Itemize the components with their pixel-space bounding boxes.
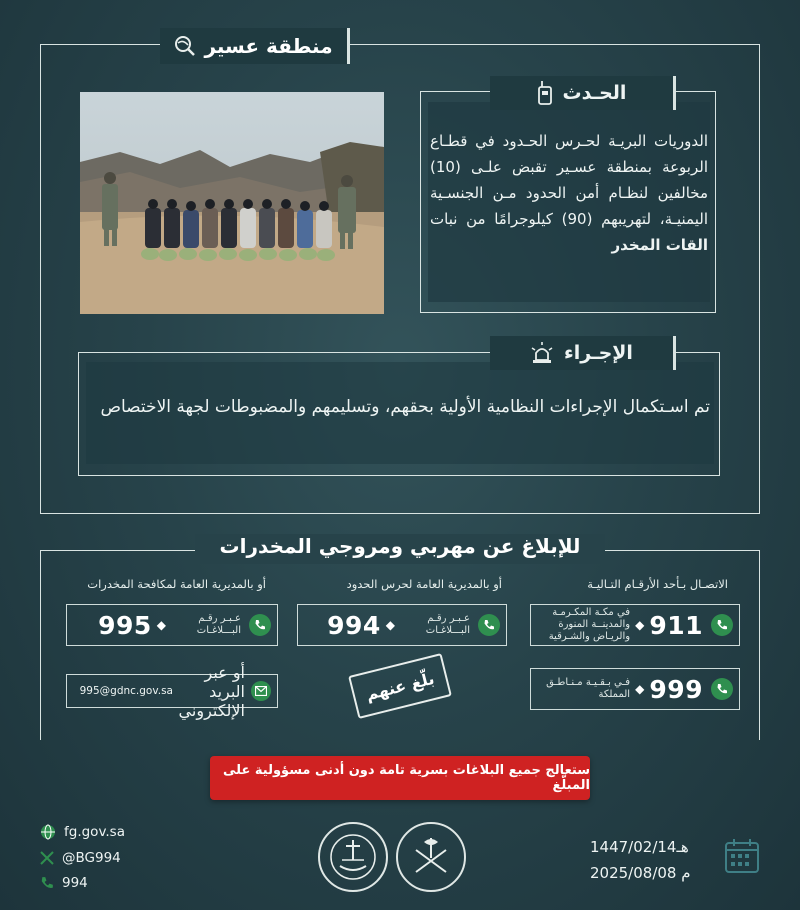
event-title: الحـدث (562, 82, 627, 104)
stamp-text: بلّغ عنهم (363, 668, 437, 704)
radio-icon (537, 81, 553, 105)
twitter-link[interactable] (40, 850, 121, 866)
email-label: أو عبر البريد الإلكتروني (178, 662, 245, 720)
email-address[interactable]: 995@gdnc.gov.sa (79, 685, 173, 697)
hotline-995-desc: عـبـر رقـم البـــلاغـات (196, 613, 241, 636)
incident-photo (80, 92, 384, 314)
hotline-995[interactable] (66, 604, 278, 646)
phone-link[interactable] (40, 875, 88, 891)
hotline-995-number: 995 (98, 610, 152, 640)
action-title: الإجـراء (564, 342, 633, 364)
siren-icon (530, 342, 554, 364)
phone-icon (249, 614, 271, 636)
hotline-994-desc: عـبـر رقـم البـــلاغـات (425, 613, 470, 636)
hotline-994-number: 994 (327, 610, 381, 640)
hotline-911-number: 911 (649, 610, 703, 640)
issue-dates (590, 834, 691, 886)
arrow-icon: ◆ (635, 682, 645, 696)
hotline-999[interactable] (530, 668, 740, 710)
website-text: fg.gov.sa (64, 824, 125, 840)
email-contact[interactable] (66, 662, 278, 720)
hotline-994[interactable] (297, 604, 507, 646)
region-title: منطقة عسير (204, 34, 333, 58)
phone-icon (711, 678, 733, 700)
gregorian-date: 2025/08/08 م (590, 864, 691, 882)
twitter-handle: @BG994 (62, 850, 121, 866)
phone-number: 994 (62, 875, 88, 891)
action-description: تم اسـتكمال الإجراءات النظامية الأولية بحقهم، وتسليمهم والمضبوطات لجهة الاختصاص (100, 397, 710, 417)
phone-icon (711, 614, 733, 636)
col-head-numbers: الاتصـال بـأحد الأرقـام التـاليـة (587, 577, 728, 591)
event-text-main: الدوريات البريـة لحـرس الحـدود في قطـاع الربوعة بمنطقة عسـير تقبض علـى (10) مخالفين لنظـام أمن الحدود مـن الجنسـية اليمنيـة، لتهريبهم (90) كيلوجرامًا من نبات (430, 132, 708, 228)
col-head-narcotics: أو بالمديرية العامة لمكافحة المخدرات (87, 577, 266, 591)
phone-icon (478, 614, 500, 636)
hijri-date: 1447/02/14هـ (590, 838, 689, 856)
hotline-999-desc: فـي بـقـيـة مـنـاطـق المملكة (546, 677, 631, 700)
col-head-border-guard: أو بالمديرية العامة لحرس الحدود (346, 577, 502, 591)
action-header (490, 336, 676, 370)
calendar-icon (724, 838, 760, 878)
arrow-icon: ◆ (635, 618, 645, 632)
region-header (160, 28, 350, 64)
x-logo-icon (40, 851, 54, 865)
map-search-icon (174, 35, 196, 57)
event-text-highlight: القات المخدر (611, 236, 708, 254)
border-guard-emblem (318, 822, 388, 892)
event-description (430, 128, 708, 258)
report-title: للإبلاغ عن مهربي ومروجي المخدرات (195, 534, 605, 564)
phone-icon (40, 876, 54, 890)
confidentiality-banner: ستعالج جميع البلاغات بسرية تامة دون أدنى مسؤولية على المبلّغ (210, 756, 590, 800)
arrow-icon: ◆ (385, 618, 395, 632)
email-icon (251, 681, 271, 701)
hotline-911-desc: في مكـة المكـرمـة والمدينــة المنورة والريـاض والشـرقية (548, 607, 631, 642)
globe-icon (40, 824, 56, 840)
arrow-icon: ◆ (156, 618, 166, 632)
hotline-911[interactable] (530, 604, 740, 646)
saudi-emblem (396, 822, 466, 892)
website-link[interactable] (40, 824, 125, 840)
event-header (490, 76, 676, 110)
hotline-999-number: 999 (649, 674, 703, 704)
